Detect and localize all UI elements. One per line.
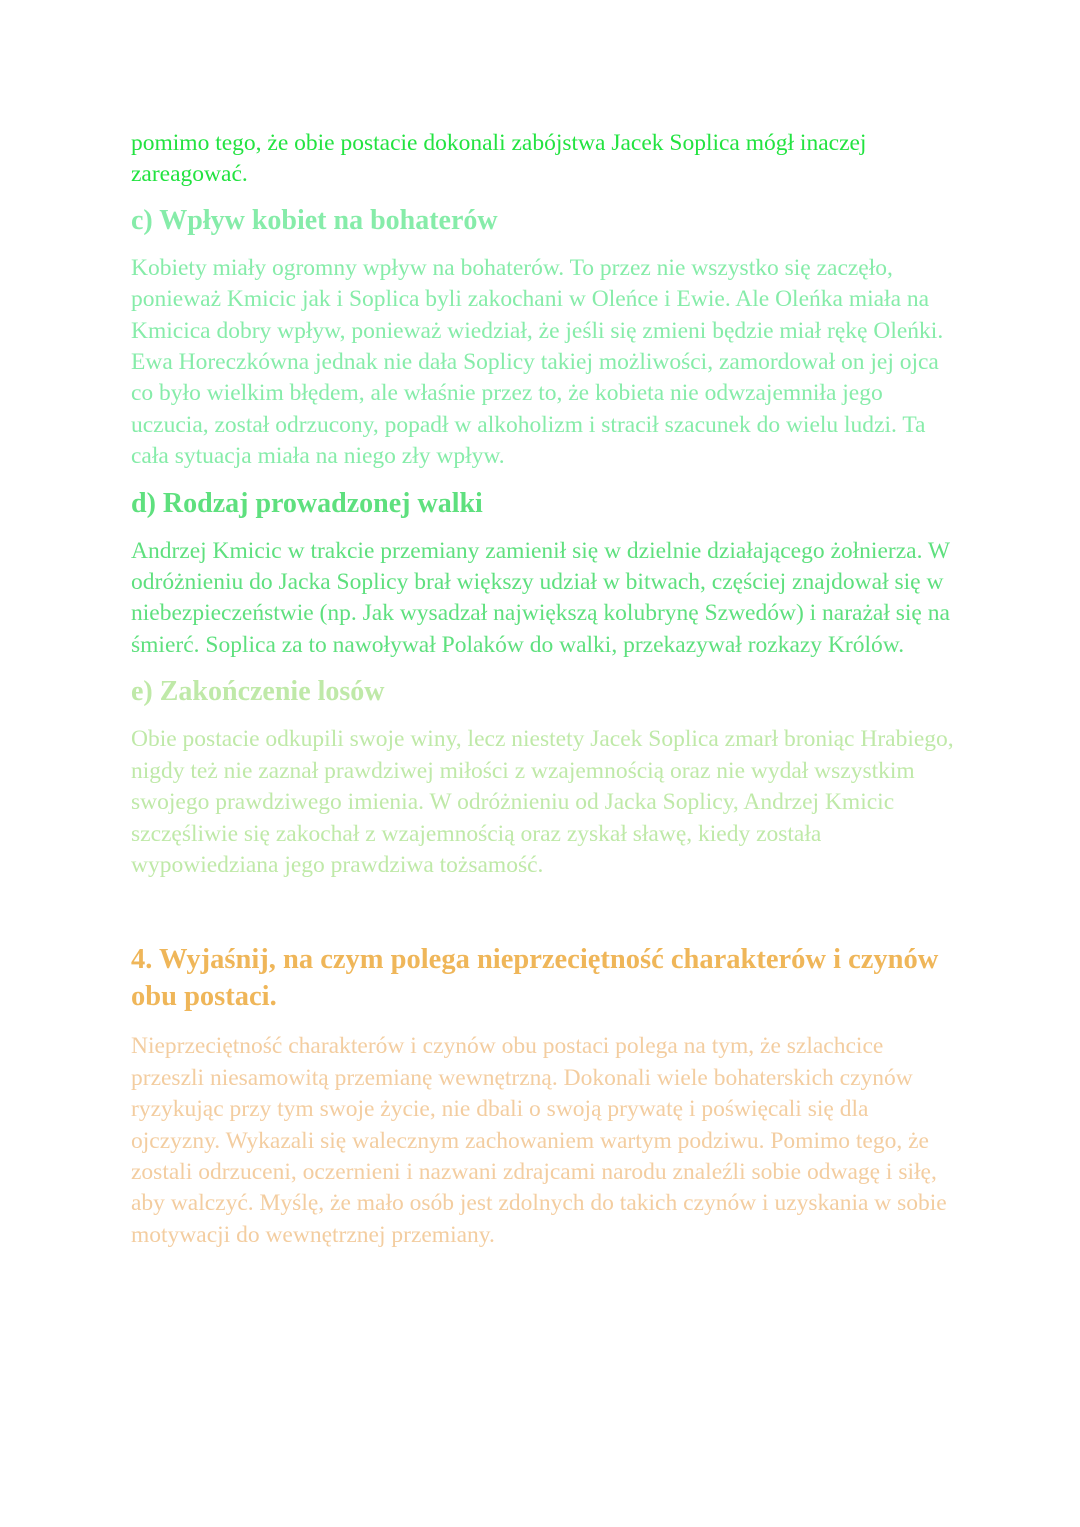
section-d-paragraph: Andrzej Kmicic w trakcie przemiany zamienił się w dzielnie działającego żołnierza. W odróżnieniu do Jacka Soplicy brał większy udział w bitwach, częściej znajdował się w niebezpieczeństwie (np. Jak wysadzał największą kolubrynę Szwedów) i narażał się na śmierć. Soplica za to nawoływał Polaków do walki, przekazywał rozkazy Królów. bbox=[131, 537, 950, 658]
section-c-heading: c) Wpływ kobiet na bohaterów bbox=[131, 204, 498, 236]
intro-paragraph: pomimo tego, że obie postacie dokonali zabójstwa Jacek Soplica mógł inaczej zareagować. bbox=[131, 130, 867, 188]
section-e-heading: e) Zakończenie losów bbox=[131, 676, 385, 708]
document-page bbox=[131, 128, 961, 1251]
question-4-answer: Nieprzeciętność charakterów i czynów obu postaci polega na tym, że szlachcice przeszli niesamowitą przemianę wewnętrzną. Dokonali wiele bohaterskich czynów ryzykując przy tym swoje życie, nie dbali o swoją prywatę i poświęcali się dla ojczyzny. Wykazali się walecznym zachowaniem wartym podziwu. Pomimo tego, że zostali odrzuceni, oczernieni i nazwani zdrajcami narodu znaleźli sobie odwagę i siłę, aby walczyć. Myślę, że mało osób jest zdolnych do takich czynów i uzyskania w sobie motywacji do wewnętrznej przemiany. bbox=[131, 1033, 947, 1248]
section-c-paragraph: Kobiety miały ogromny wpływ na bohaterów. To przez nie wszystko się zaczęło, ponieważ Kmicic jak i Soplica byli zakochani w Oleńce i Ewie. Ale Oleńka miała na Kmicica dobry wpływ, ponieważ wiedział, że jeśli się zmieni będzie miał rękę Oleńki. Ewa Horeczkówna jednak nie dała Soplicy takiej możliwości, zamordował on jej ojca co było wielkim błędem, ale właśnie przez to, że kobieta nie odwzajemniła jego uczucia, został odrzucony, popadł w alkoholizm i stracił szacunek do wielu ludzi. Ta cała sytuacja miała na niego zły wpływ. bbox=[131, 254, 944, 470]
section-d-heading: d) Rodzaj prowadzonej walki bbox=[131, 487, 483, 519]
section-e-paragraph: Obie postacie odkupili swoje winy, lecz niestety Jacek Soplica zmarł broniąc Hrabiego, nigdy też nie zaznał prawdziwej miłości z wzajemnością oraz nie wydał wszystkim swojego prawdziwego imienia. W odróżnieniu od Jacka Soplicy, Andrzej Kmicic szczęśliwie się zakochał z wzajemnością oraz zyskał sławę, kiedy została wypowiedziana jego prawdziwa tożsamość. bbox=[131, 726, 954, 878]
question-4-heading: 4. Wyjaśnij, na czym polega nieprzeciętność charakterów i czynów obu postaci. bbox=[131, 944, 939, 1013]
